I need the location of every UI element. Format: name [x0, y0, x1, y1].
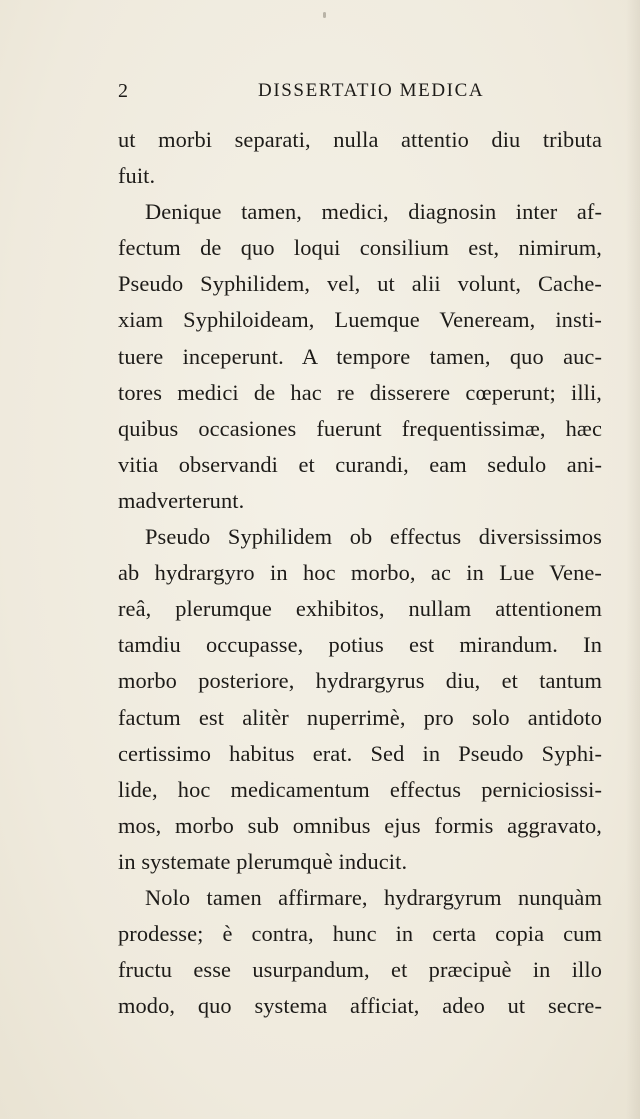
text-line: fuit. [118, 163, 156, 189]
ink-speck [323, 12, 326, 18]
page-edge-shadow [626, 0, 640, 1119]
text-line: vitia observandi et curandi, eam sedulo ani- [118, 451, 602, 477]
text-line: prodesse; è contra, hunc in certa copia cum [118, 921, 602, 947]
text-line: tores medici de hac re disserere cœperunt; illi, [118, 379, 602, 405]
text-line: Nolo tamen affirmare, hydrargyrum nunquàm [145, 884, 602, 910]
text-line: Pseudo Syphilidem ob effectus diversissimos [145, 524, 602, 550]
text-line: tamdiu occupasse, potius est mirandum. In [118, 632, 602, 658]
text-line: lide, hoc medicamentum effectus perniciosissi- [118, 776, 602, 802]
text-line: Denique tamen, medici, diagnosin inter af- [145, 199, 602, 225]
running-title: DISSERTATIO MEDICA [258, 80, 485, 101]
text-line: certissimo habitus erat. Sed in Pseudo Syphi- [118, 740, 602, 766]
text-line: tuere inceperunt. A tempore tamen, quo auc- [118, 343, 602, 369]
text-line: xiam Syphiloideam, Luemque Veneream, insti- [118, 307, 602, 333]
page-number: 2 [118, 80, 129, 102]
text-line: ab hydrargyro in hoc morbo, ac in Lue Vene- [118, 560, 602, 586]
text-line: morbo posteriore, hydrargyrus diu, et tantum [118, 668, 602, 694]
text-line: fectum de quo loqui consilium est, nimirum, [118, 235, 602, 261]
text-line: modo, quo systema afficiat, adeo ut secre- [118, 993, 602, 1019]
body-text [118, 122, 602, 1024]
running-head [118, 80, 600, 106]
text-line: fructu esse usurpandum, et præcipuè in illo [118, 957, 602, 983]
text-line: Pseudo Syphilidem, vel, ut alii volunt, Cache- [118, 271, 602, 297]
text-line: quibus occasiones fuerunt frequentissimæ, hæc [118, 415, 602, 441]
text-line: madverterunt. [118, 487, 245, 513]
text-line: mos, morbo sub omnibus ejus formis aggravato, [118, 812, 602, 838]
text-line: factum est alitèr nuperrimè, pro solo antidoto [118, 704, 602, 730]
text-line: ut morbi separati, nulla attentio diu tributa [118, 127, 602, 152]
text-line: reâ, plerumque exhibitos, nullam attentionem [118, 596, 602, 622]
text-line: in systemate plerumquè inducit. [118, 848, 408, 874]
